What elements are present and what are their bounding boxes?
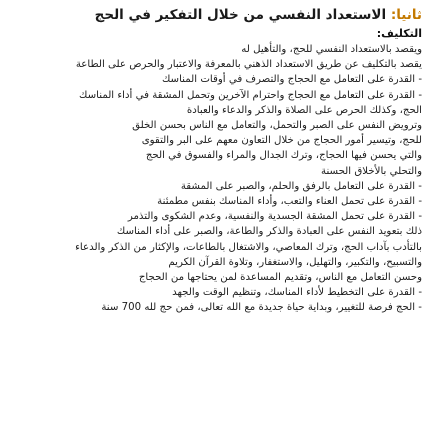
body-line-17: - القدرة على التخطيط لأداء المناسك، وتنظيم الوقت والجهد bbox=[172, 287, 422, 299]
body-line-7: للحج، وتيسير أمور الحجاج من خلال التعاون معهم على البر والتقوى bbox=[141, 135, 422, 147]
section-title-label: ثانيا: bbox=[390, 7, 422, 23]
body-line-2: يقصد بالتكليف عن طريق الاستعداد الذهني بالمعرفة والاعتبار والحرص على الطاعة bbox=[75, 59, 422, 71]
body-line-12: - القدرة على تحمل المشقة الجسدية والنفسية، وعدم الشكوى والتذمر bbox=[127, 211, 422, 223]
body-line-18: - الحج فرصة للتغيير، وبداية حياة جديدة مع الله تعالى، فمن حج لله 700 سنة bbox=[101, 302, 422, 314]
body-line-11: - القدرة على تحمل العناء والتعب، وأداء المناسك بنفس مطمئنة bbox=[157, 196, 422, 208]
body-line-8: والتي يحسن فيها الحجاج، وترك الجدال والمراء والفسوق في الحج bbox=[145, 150, 422, 162]
body-line-3: - القدرة على التعامل مع الحجاج والتصرف في أوقات المناسك bbox=[161, 74, 422, 86]
body-line-14: بالتأدب بآداب الحج، وترك المعاصي، والاشتغال بالطاعات، والإكثار من الذكر والدعاء bbox=[75, 241, 422, 253]
section-subheading: التكليف: bbox=[376, 27, 422, 40]
body-line-1: ويقصد بالاستعداد النفسي للحج، والتأهيل له bbox=[241, 44, 422, 55]
body-line-5: الحج، وكذلك الحرص على الصلاة والذكر والدعاء والعبادة bbox=[186, 104, 422, 116]
body-line-13: ذلك بتعويد النفس على العبادة والذكر والطاعة، والصبر على أداء المناسك bbox=[116, 226, 422, 238]
body-line-16: وحسن التعامل مع الناس، وتقديم المساعدة لمن يحتاجها من الحجاج bbox=[138, 272, 422, 284]
body-line-9: والتحلي بالأخلاق الحسنة bbox=[320, 165, 422, 177]
section-title bbox=[8, 6, 422, 25]
body-line-10: - القدرة على التعامل بالرفق والحلم، والصبر على المشقة bbox=[180, 180, 422, 192]
section-title-text: الاستعداد النفسي من خلال التفكير في الحج bbox=[94, 7, 387, 23]
body-line-6: وترويض النفس على الصبر والتحمل، والتعامل مع الناس بحسن الخلق bbox=[132, 120, 422, 132]
body-line-4: - القدرة على التعامل مع الحجاج واحترام الآخرين وتحمل المشقة في أداء المناسك bbox=[79, 89, 422, 101]
body-line-15: والتسبيح، والتكبير، والتهليل، والاستغفار، وتلاوة القرآن الكريم bbox=[168, 256, 422, 268]
